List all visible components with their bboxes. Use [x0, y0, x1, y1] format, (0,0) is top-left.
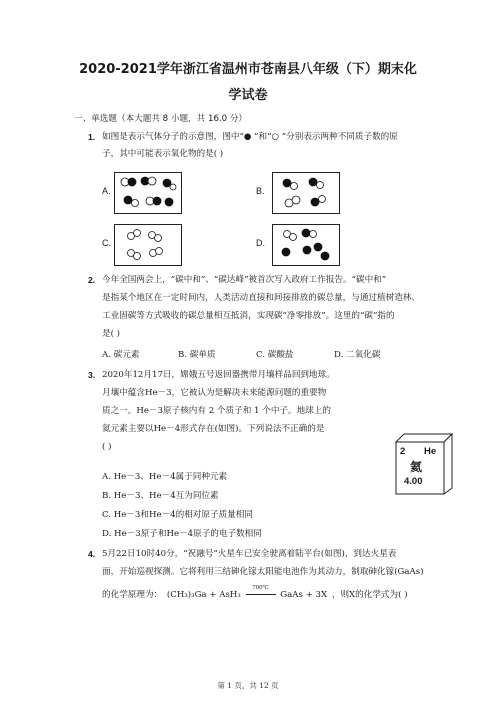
q4-number: 4. — [88, 549, 96, 559]
molecule-diagram-c — [115, 225, 181, 265]
reaction-arrow — [244, 585, 278, 601]
doc-title-line2: 学试卷 — [228, 88, 268, 103]
q3-choice-c: C. He－3和He－4的相对原子质量相同 — [102, 510, 253, 520]
q3-line1: 2020年12月17日，嫦娥五号返回器携带月壤样品回到地球。 — [102, 370, 335, 380]
equation-reactants: (CH₃)₃Ga + AsH₃ — [166, 590, 241, 600]
q2-line4: 是( ) — [102, 329, 121, 339]
q1-option-d-label: D. — [256, 238, 265, 248]
q3-choice-b: B. He－3、He－4互为同位素 — [102, 491, 219, 501]
equation-products: GaAs + 3X — [280, 590, 328, 600]
molecule-diagram-a — [115, 173, 181, 213]
chemical-equation — [166, 585, 328, 601]
q3-number: 3. — [88, 370, 96, 380]
q1-option-c-diagram — [114, 224, 182, 266]
q3-choice-d: D. He－3原子和He－4原子的电子数相同 — [102, 529, 262, 539]
q1-option-a-label: A. — [102, 186, 111, 196]
q1-number: 1. — [88, 132, 96, 142]
molecule-diagram-b — [273, 173, 339, 213]
q2-choice-b: B. 碳单质 — [178, 350, 216, 360]
page-footer: 第 1 页，共 12 页 — [217, 681, 279, 690]
q2-choice-a: A. 碳元素 — [102, 350, 140, 360]
q1-option-a-diagram — [114, 172, 182, 214]
q4-line2: 面，开始巡视探测。它将利用三结砷化镓太阳能电池作为其动力，制取砷化镓(GaAs) — [102, 567, 424, 577]
q3-line2: 月壤中蕴含He－3，它被认为是解决未来能源问题的重要物 — [102, 388, 327, 398]
q3-line3: 质之一。He－3原子核内有 2 个质子和 1 个中子。地球上的 — [102, 406, 331, 416]
doc-title-line1: 2020-2021学年浙江省温州市苍南县八年级（下）期末化 — [79, 62, 417, 77]
q3-line4: 氦元素主要以He－4形式存在(如图)。下列说法不正确的是 — [102, 424, 325, 434]
q1-line1: 如图是表示气体分子的示意图，图中“● ”和“○ ”分别表示两种不同质子数的原 — [102, 132, 398, 142]
q2-line1: 今年全国两会上，“碳中和”、“碳达峰”被首次写入政府工作报告。“碳中和” — [102, 275, 387, 285]
q2-line3: 工业固碳等方式吸收的碳总量相互抵消，实现碳“净零排放”。这里的“碳”指的 — [102, 311, 395, 321]
cube-outline — [392, 432, 454, 496]
helium-element-card — [396, 438, 452, 496]
element-name: 氦 — [410, 460, 423, 474]
q1-line2: 子，其中可能表示氧化物的是( ) — [102, 149, 224, 159]
q1-option-b-diagram — [272, 172, 340, 214]
section-heading: 一、单选题（本大题共 8 小题，共 16.0 分） — [74, 114, 248, 124]
q4-tail: ，则X的化学式为( ) — [331, 590, 408, 600]
q4-lead: 的化学原理为： — [102, 590, 163, 600]
q4-line3 — [102, 585, 408, 601]
q3-line5: ( ) — [102, 442, 112, 452]
element-symbol: He — [424, 446, 437, 457]
q2-line2: 是指某个地区在一定时间内，人类活动直接和间接排放的碳总量，与通过植树造林、 — [102, 293, 420, 303]
q1-option-b-label: B. — [256, 186, 265, 196]
q1-option-d-diagram — [272, 224, 340, 266]
q1-option-c-label: C. — [102, 238, 111, 248]
reaction-condition: 700℃ — [252, 585, 269, 591]
q4-line1: 5月22日10时40分，“祝融号”火星车已安全驶离着陆平台(如图)，到达火星表 — [102, 549, 397, 559]
molecule-diagram-d — [273, 225, 339, 265]
q2-number: 2. — [88, 275, 96, 285]
q2-choice-c: C. 碳酸盐 — [256, 350, 294, 360]
atomic-number: 2 — [400, 446, 406, 457]
q3-choice-a: A. He－3、He－4属于同种元素 — [102, 472, 228, 482]
atomic-mass: 4.00 — [404, 476, 423, 487]
q2-choice-d: D. 二氧化碳 — [334, 350, 381, 360]
